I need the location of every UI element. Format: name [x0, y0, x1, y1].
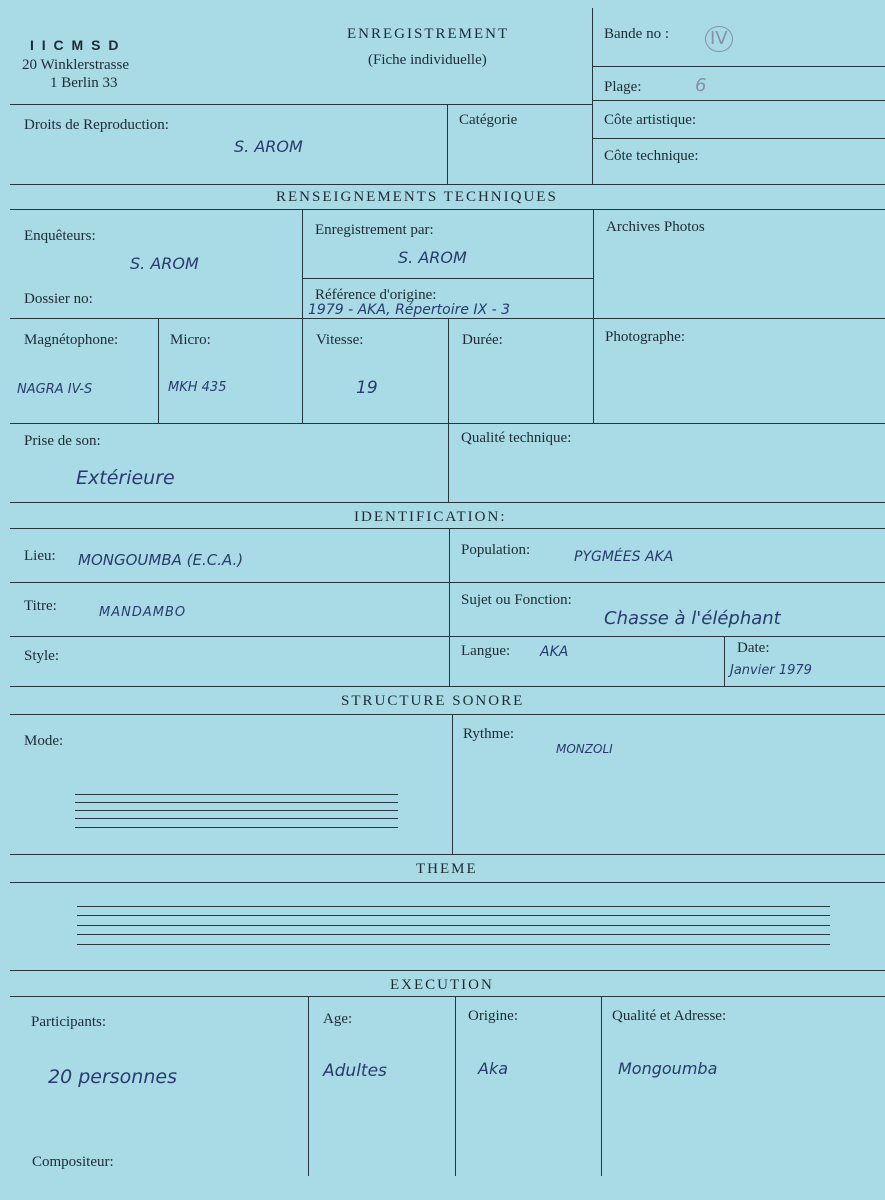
categorie-label: Catégorie — [459, 112, 518, 128]
lieu-label: Lieu: — [24, 548, 56, 564]
participants-value: 20 personnes — [48, 1066, 177, 1088]
date-value: Janvier 1979 — [730, 663, 812, 678]
rythme-value: MONZOLI — [556, 742, 613, 756]
staff-line — [75, 802, 398, 803]
staff-line — [75, 827, 398, 828]
origine-label: Origine: — [468, 1008, 518, 1024]
reference-label: Référence d'origine: — [315, 287, 437, 303]
org-street: 20 Winklerstrasse — [22, 57, 130, 73]
prise-de-son-value: Extérieure — [76, 467, 175, 489]
plage-value: 6 — [695, 75, 707, 96]
grid-line — [592, 66, 885, 67]
droits-label: Droits de Reproduction: — [24, 117, 169, 133]
grid-line — [302, 278, 593, 279]
plage-label: Plage: — [604, 79, 642, 95]
bande-value: IV — [705, 26, 733, 52]
reference-value: 1979 - AKA, Répertoire IX - 3 — [308, 302, 511, 318]
enregistrement-par-label: Enregistrement par: — [315, 222, 434, 238]
cote-technique-label: Côte technique: — [604, 148, 699, 164]
langue-value: AKA — [540, 644, 569, 660]
titre-value: MANDAMBO — [99, 605, 187, 620]
style-label: Style: — [24, 648, 60, 664]
section-title-execution: EXECUTION — [390, 977, 494, 993]
staff-line — [75, 794, 398, 795]
grid-line — [449, 528, 450, 686]
grid-line — [10, 423, 885, 424]
vitesse-label: Vitesse: — [316, 332, 364, 348]
section-title-theme: THEME — [416, 861, 478, 877]
photographe-label: Photographe: — [605, 329, 685, 345]
staff-line — [77, 944, 830, 945]
participants-label: Participants: — [31, 1014, 106, 1030]
enqueteurs-value: S. AROM — [130, 254, 199, 273]
dossier-label: Dossier no: — [24, 291, 93, 307]
section-title-technical: RENSEIGNEMENTS TECHNIQUES — [276, 189, 558, 205]
grid-line — [10, 104, 593, 105]
staff-line — [77, 925, 830, 926]
age-value: Adultes — [323, 1061, 387, 1081]
grid-line — [448, 318, 449, 502]
grid-line — [10, 854, 885, 855]
droits-value: S. AROM — [234, 137, 303, 156]
lieu-value: MONGOUMBA (E.C.A.) — [78, 551, 244, 569]
bande-label: Bande no : — [604, 26, 669, 42]
section-title-structure: STRUCTURE SONORE — [341, 693, 525, 709]
prise-de-son-label: Prise de son: — [24, 433, 101, 449]
rythme-label: Rythme: — [463, 726, 515, 742]
population-label: Population: — [461, 542, 531, 558]
grid-line — [592, 8, 593, 184]
titre-label: Titre: — [24, 598, 57, 614]
grid-line — [10, 528, 885, 529]
mode-label: Mode: — [24, 733, 64, 749]
grid-line — [308, 996, 309, 1176]
grid-line — [10, 714, 885, 715]
grid-line — [10, 996, 885, 997]
origine-value: Aka — [478, 1059, 509, 1078]
grid-line — [592, 100, 885, 101]
cote-artistique-label: Côte artistique: — [604, 112, 697, 128]
archives-photos-label: Archives Photos — [606, 219, 705, 235]
staff-line — [77, 906, 830, 907]
grid-line — [10, 184, 885, 185]
form-subtitle: (Fiche individuelle) — [368, 52, 487, 68]
grid-line — [601, 996, 602, 1176]
grid-line — [10, 209, 885, 210]
staff-line — [77, 934, 830, 935]
staff-line — [75, 818, 398, 819]
langue-label: Langue: — [461, 643, 511, 659]
staff-line — [75, 810, 398, 811]
duree-label: Durée: — [462, 332, 503, 348]
form-title: ENREGISTREMENT — [347, 26, 510, 42]
date-label: Date: — [737, 640, 770, 656]
micro-value: MKH 435 — [168, 380, 227, 395]
grid-line — [10, 686, 885, 687]
qualite-technique-label: Qualité technique: — [461, 430, 572, 446]
age-label: Age: — [323, 1011, 353, 1027]
section-title-identification: IDENTIFICATION: — [354, 509, 507, 525]
enqueteurs-label: Enquêteurs: — [24, 228, 96, 244]
grid-line — [593, 209, 594, 423]
grid-line — [455, 996, 456, 1176]
grid-line — [452, 714, 453, 854]
compositeur-label: Compositeur: — [32, 1154, 114, 1170]
population-value: PYGMÉES AKA — [574, 549, 674, 565]
qualite-adresse-label: Qualité et Adresse: — [612, 1008, 727, 1024]
grid-line — [10, 882, 885, 883]
grid-line — [158, 318, 159, 423]
qualite-adresse-value: Mongoumba — [618, 1059, 718, 1078]
org-name: I I C M S D — [30, 37, 121, 53]
grid-line — [10, 502, 885, 503]
micro-label: Micro: — [170, 332, 211, 348]
grid-line — [10, 636, 885, 637]
grid-line — [302, 209, 303, 423]
grid-line — [592, 138, 885, 139]
org-city: 1 Berlin 33 — [50, 75, 118, 91]
magnetophone-label: Magnétophone: — [24, 332, 119, 348]
enregistrement-par-value: S. AROM — [398, 248, 467, 267]
grid-line — [10, 970, 885, 971]
sujet-value: Chasse à l'éléphant — [604, 608, 781, 629]
sujet-label: Sujet ou Fonction: — [461, 592, 572, 608]
magnetophone-value: NAGRA IV-S — [17, 382, 93, 397]
staff-line — [77, 915, 830, 916]
vitesse-value: 19 — [356, 378, 378, 398]
grid-line — [10, 582, 885, 583]
grid-line — [724, 636, 725, 686]
grid-line — [447, 104, 448, 184]
